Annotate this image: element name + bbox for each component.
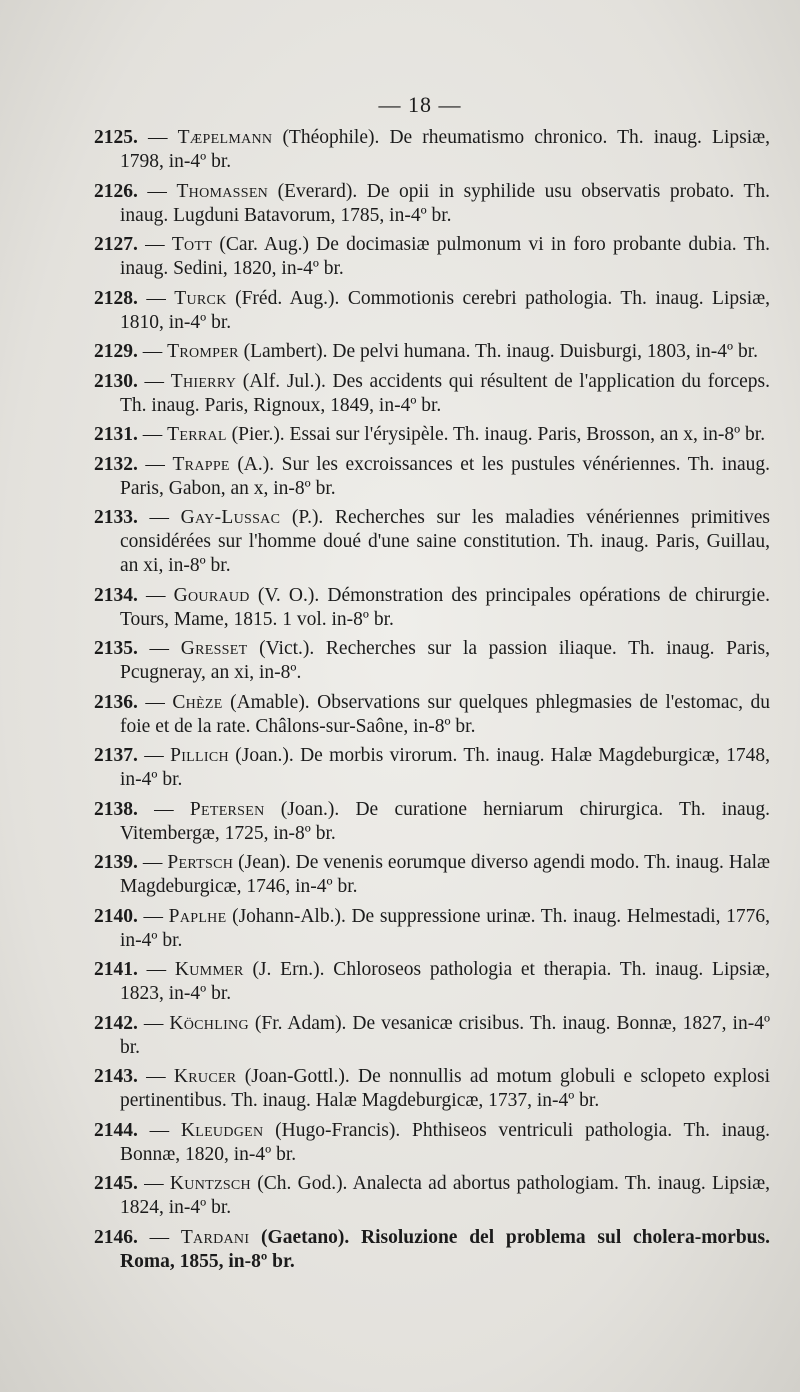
entry-author: Tott — [171, 234, 213, 255]
entry-number: 2144. — [94, 1119, 138, 1141]
entry-text: (Théophile). De rheumatismo chronico. Th. inaug. Lipsiæ, 1798, in-4º br. — [120, 127, 770, 172]
entry-text: (Joan.). De curatione herniarum chirurgica. Th. inaug. Vitembergæ, 1725, in-8º br. — [120, 798, 770, 844]
catalog-entry: 2144. — Kleudgen (Hugo-Francis). Phthiseos ventriculi pathologia. Th. inaug. Bonnæ, 1820, in-4º br. — [94, 1119, 770, 1165]
entry-number: 2131. — [94, 424, 138, 445]
entry-number: 2142. — [94, 1012, 138, 1034]
entry-author: Tardani — [180, 1226, 250, 1248]
catalog-entry: 2139. — Pertsch (Jean). De venenis eorumque diverso agendi modo. Th. inaug. Halæ Magdeburgicæ, 1746, in-4º br. — [94, 852, 771, 897]
entry-text: (Hugo-Francis). Phthiseos ventriculi pathologia. Th. inaug. Bonnæ, 1820, in-4º br. — [120, 1119, 770, 1165]
entry-author: Chèze — [172, 691, 223, 713]
entry-author: Pillich — [170, 745, 229, 766]
entry-author: Tæpelmann — [177, 127, 273, 148]
entry-text: (Jean). De venenis eorumque diverso agendi modo. Th. inaug. Halæ Magdeburgicæ, 1746, in-4º br. — [120, 852, 771, 897]
page-number: — 18 — — [378, 92, 462, 117]
catalog-entry: 2137. — Pillich (Joan.). De morbis virorum. Th. inaug. Halæ Magdeburgicæ, 1748, in-4º br. — [94, 745, 771, 790]
entry-author: Petersen — [189, 798, 265, 820]
entry-author: Turck — [174, 287, 227, 309]
entry-number: 2125. — [94, 127, 138, 148]
entry-number: 2146. — [94, 1226, 138, 1248]
entry-number: 2135. — [94, 638, 138, 659]
entry-author: Trappe — [172, 453, 230, 475]
entry-number: 2141. — [94, 959, 138, 980]
entry-number: 2136. — [94, 691, 138, 713]
catalog-entry: 2134. — Gouraud (V. O.). Démonstration des principales opérations de chirurgie. Tours, Mame, 1815. 1 vol. in-8º br. — [94, 584, 771, 630]
catalog-entry: 2129. — Tromper (Lambert). De pelvi humana. Th. inaug. Duisburgi, 1803, in-4º br. — [94, 341, 758, 362]
catalog-entry: 2131. — Terral (Pier.). Essai sur l'érysipèle. Th. inaug. Paris, Brosson, an x, in-8º br. — [94, 424, 766, 445]
entry-number: 2128. — [94, 287, 138, 309]
entry-number: 2139. — [94, 852, 138, 873]
entry-text: (Lambert). De pelvi humana. Th. inaug. Duisburgi, 1803, in-4º br. — [243, 341, 758, 362]
entry-author: Kuntzsch — [169, 1173, 251, 1194]
entry-text: (Pier.). Essai sur l'érysipèle. Th. inaug. Paris, Brosson, an x, in-8º br. — [231, 424, 766, 445]
entry-text: (A.). Sur les excroissances et les pustules vénériennes. Th. inaug. Paris, Gabon, an x, in-8º br. — [120, 453, 770, 499]
entry-text: (Everard). De opii in syphilide usu observatis probato. Th. inaug. Lugduni Batavorum, 1785, in-4º br. — [120, 180, 771, 226]
catalog-entry: 2140. — Paplhe (Johann-Alb.). De suppressione urinæ. Th. inaug. Helmestadi, 1776, in-4º br. — [94, 905, 771, 951]
entry-author: Thomassen — [176, 180, 269, 202]
entry-author: Thierry — [170, 370, 237, 392]
entry-text: (Gaetano). Risoluzione del problema sul cholera-morbus. Roma, 1855, in-8º br. — [120, 1226, 770, 1272]
entry-text: (Ch. God.). Analecta ad abortus pathologiam. Th. inaug. Lipsiæ, 1824, in-4º br. — [120, 1173, 770, 1218]
entry-number: 2132. — [94, 453, 138, 475]
catalog-entry: 2142. — Köchling (Fr. Adam). De vesanicæ crisibus. Th. inaug. Bonnæ, 1827, in-4º br. — [94, 1012, 771, 1058]
entry-text: (Joan.). De morbis virorum. Th. inaug. Halæ Magdeburgicæ, 1748, in-4º br. — [120, 745, 771, 790]
entry-number: 2145. — [94, 1173, 138, 1194]
entry-number: 2140. — [94, 905, 138, 927]
entry-author: Köchling — [169, 1012, 249, 1034]
catalog-entry: 2133. — Gay-Lussac (P.). Recherches sur les maladies vénériennes primitives considérées sur l'homme doué d'une saine constitution. Th. inaug. Paris, Guillau, an xi, in-8º br. — [94, 507, 771, 576]
catalog-entry: 2136. — Chèze (Amable). Observations sur quelques phlegmasies de l'estomac, du foie et de la rate. Châlons-sur-Saône, in-8º br. — [94, 691, 771, 737]
entry-list — [0, 126, 800, 1279]
catalog-entry: 2130. — Thierry (Alf. Jul.). Des accidents qui résultent de l'application du forceps. Th. inaug. Paris, Rignoux, 1849, in-4º br. — [94, 370, 771, 416]
entry-text: (J. Ern.). Chloroseos pathologia et therapia. Th. inaug. Lipsiæ, 1823, in-4º br. — [120, 959, 771, 1004]
entry-author: Krucer — [173, 1066, 237, 1087]
catalog-entry: 2128. — Turck (Fréd. Aug.). Commotionis cerebri pathologia. Th. inaug. Lipsiæ, 1810, in-4º br. — [94, 287, 771, 333]
entry-number: 2143. — [94, 1066, 138, 1087]
entry-text: (Johann-Alb.). De suppressione urinæ. Th. inaug. Helmestadi, 1776, in-4º br. — [120, 905, 771, 951]
entry-text: (Fr. Adam). De vesanicæ crisibus. Th. inaug. Bonnæ, 1827, in-4º br. — [120, 1012, 771, 1058]
entry-number: 2126. — [94, 180, 138, 202]
catalog-entry: 2132. — Trappe (A.). Sur les excroissances et les pustules vénériennes. Th. inaug. Paris, Gabon, an x, in-8º br. — [94, 453, 770, 499]
entry-number: 2133. — [94, 507, 138, 528]
catalog-entry: 2135. — Gresset (Vict.). Recherches sur la passion iliaque. Th. inaug. Paris, Pcugneray, an xi, in-8º. — [94, 638, 771, 683]
catalog-entry: 2146. — Tardani (Gaetano). Risoluzione del problema sul cholera-morbus. Roma, 1855, in-8º br. — [94, 1226, 770, 1272]
entry-author: Tromper — [167, 341, 239, 362]
entry-number: 2130. — [94, 370, 138, 392]
entry-text: (Alf. Jul.). Des accidents qui résultent de l'application du forceps. Th. inaug. Paris, Rignoux, 1849, in-4º br. — [120, 370, 771, 416]
entry-author: Paplhe — [168, 905, 227, 927]
entry-text: (P.). Recherches sur les maladies vénériennes primitives considérées sur l'homme doué d'une saine constitution. Th. inaug. Paris, Guillau, an xi, in-8º br. — [120, 507, 771, 576]
entry-text: (Fréd. Aug.). Commotionis cerebri pathologia. Th. inaug. Lipsiæ, 1810, in-4º br. — [120, 287, 771, 333]
catalog-entry: 2127. — Tott (Car. Aug.) De docimasiæ pulmonum vi in foro probante dubia. Th. inaug. Sedini, 1820, in-4º br. — [94, 234, 771, 279]
catalog-entry: 2143. — Krucer (Joan-Gottl.). De nonnullis ad motum globuli e sclopeto explosi pertinentibus. Th. inaug. Halæ Magdeburgicæ, 1737, in-4º br. — [94, 1066, 771, 1111]
entry-text: (V. O.). Démonstration des principales opérations de chirurgie. Tours, Mame, 1815. 1 vol. in-8º br. — [120, 584, 771, 630]
entry-author: Gresset — [180, 638, 248, 659]
entry-text: (Joan-Gottl.). De nonnullis ad motum globuli e sclopeto explosi pertinentibus. Th. inaug. Halæ Magdeburgicæ, 1737, in-4º br. — [120, 1066, 771, 1111]
catalog-entry: 2126. — Thomassen (Everard). De opii in syphilide usu observatis probato. Th. inaug. Lugduni Batavorum, 1785, in-4º br. — [94, 180, 771, 226]
entry-author: Gouraud — [173, 584, 250, 606]
entry-number: 2138. — [94, 798, 138, 820]
entry-author: Pertsch — [167, 852, 234, 873]
entry-author: Terral — [167, 424, 227, 445]
catalog-entry: 2145. — Kuntzsch (Ch. God.). Analecta ad abortus pathologiam. Th. inaug. Lipsiæ, 1824, in-4º br. — [94, 1173, 770, 1218]
entry-author: Gay-Lussac — [180, 507, 281, 528]
entry-text: (Car. Aug.) De docimasiæ pulmonum vi in foro probante dubia. Th. inaug. Sedini, 1820, in-4º br. — [120, 234, 771, 279]
entry-number: 2127. — [94, 234, 138, 255]
entry-number: 2137. — [94, 745, 138, 766]
entry-author: Kummer — [174, 959, 244, 980]
catalog-entry: 2125. — Tæpelmann (Théophile). De rheumatismo chronico. Th. inaug. Lipsiæ, 1798, in-4º br. — [94, 127, 770, 172]
catalog-entry: 2138. — Petersen (Joan.). De curatione herniarum chirurgica. Th. inaug. Vitembergæ, 1725, in-8º br. — [94, 798, 770, 844]
entry-author: Kleudgen — [180, 1119, 264, 1141]
entry-text: (Amable). Observations sur quelques phlegmasies de l'estomac, du foie et de la rate. Châlons-sur-Saône, in-8º br. — [120, 691, 771, 737]
entry-number: 2134. — [94, 584, 138, 606]
entry-text: (Vict.). Recherches sur la passion iliaque. Th. inaug. Paris, Pcugneray, an xi, in-8º. — [120, 638, 771, 683]
catalog-entry: 2141. — Kummer (J. Ern.). Chloroseos pathologia et therapia. Th. inaug. Lipsiæ, 1823, in-4º br. — [94, 959, 771, 1004]
entry-number: 2129. — [94, 341, 138, 362]
